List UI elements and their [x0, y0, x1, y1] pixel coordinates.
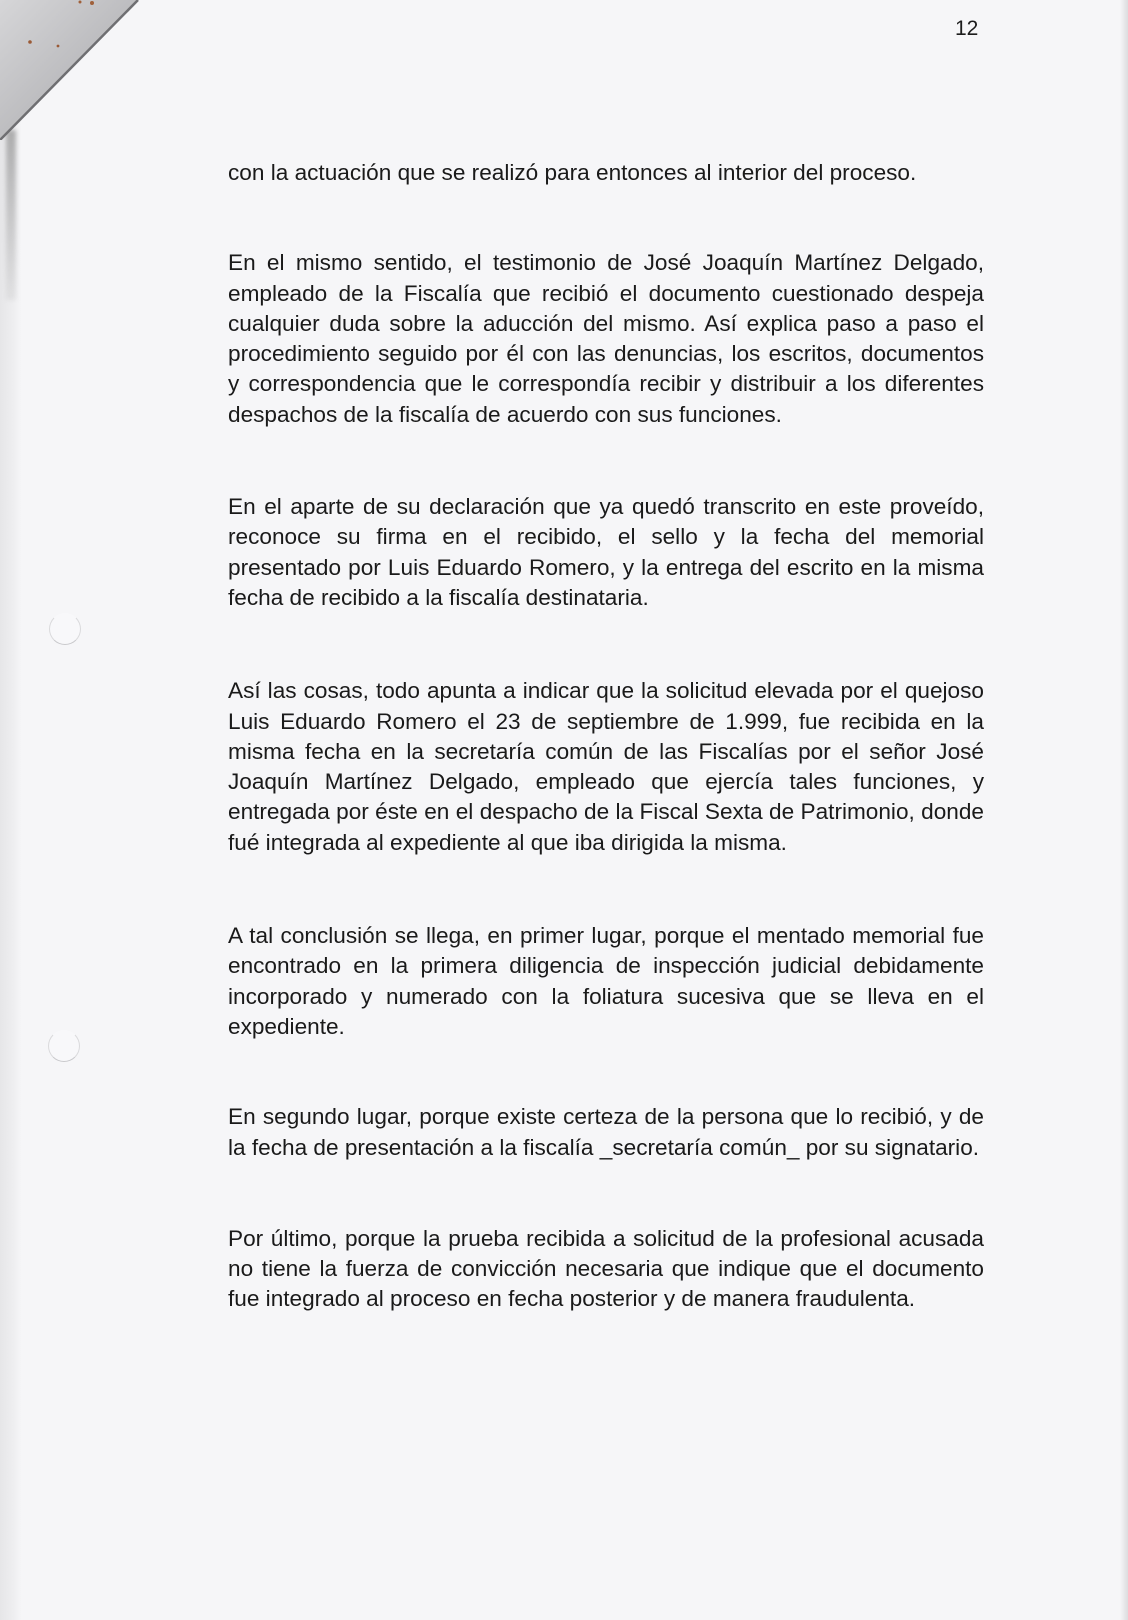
document-body [228, 158, 984, 1315]
paragraph: con la actuación que se realizó para entonces al interior del proceso. [228, 160, 917, 185]
scan-edge-shadow [6, 130, 16, 300]
scan-right-edge [1120, 0, 1128, 1620]
paragraph: Así las cosas, todo apunta a indicar que la solicitud elevada por el quejoso Luis Eduardo Romero el 23 de septiembre de 1.999, fue recibida en la misma fecha en la secretaría común de las Fiscalías por el señor José Joaquín Martínez Delgado, empleado que ejercía tales funciones, y entregada por éste en el despacho de la Fiscal Sexta de Patrimonio, donde fué integrada al expediente al que iba dirigida la misma. [228, 678, 984, 855]
paragraph: En segundo lugar, porque existe certeza de la persona que lo recibió, y de la fecha de presentación a la fiscalía _secretaría común_ por su signatario. [228, 1104, 984, 1160]
paragraph: En el aparte de su declaración que ya quedó transcrito en este proveído, reconoce su firma en el recibido, el sello y la fecha del memorial presentado por Luis Eduardo Romero, y la entrega del escrito en la misma fecha de recibido a la fiscalía destinataria. [228, 494, 984, 610]
paragraph: En el mismo sentido, el testimonio de José Joaquín Martínez Delgado, empleado de la Fiscalía que recibió el documento cuestionado despeja cualquier duda sobre la aducción del mismo. Así explica paso a paso el procedimiento seguido por él con las denuncias, los escritos, documentos y correspondencia que le correspondía recibir y distribuir a los diferentes despachos de la fiscalía de acuerdo con sus funciones. [228, 250, 984, 427]
paragraph: A tal conclusión se llega, en primer lugar, porque el mentado memorial fue encontrado en la primera diligencia de inspección judicial debidamente incorporado y numerado con la foliatura sucesiva que se lleva en el expediente. [228, 923, 984, 1039]
punch-hole-upper [49, 613, 81, 645]
punch-hole-lower [48, 1030, 80, 1062]
paragraph: Por último, porque la prueba recibida a solicitud de la profesional acusada no tiene la fuerza de convicción necesaria que indique que el documento fue integrado al proceso en fecha posterior y de manera fraudulenta. [228, 1225, 984, 1312]
page-number: 12 [955, 17, 979, 40]
folded-corner [0, 0, 140, 140]
